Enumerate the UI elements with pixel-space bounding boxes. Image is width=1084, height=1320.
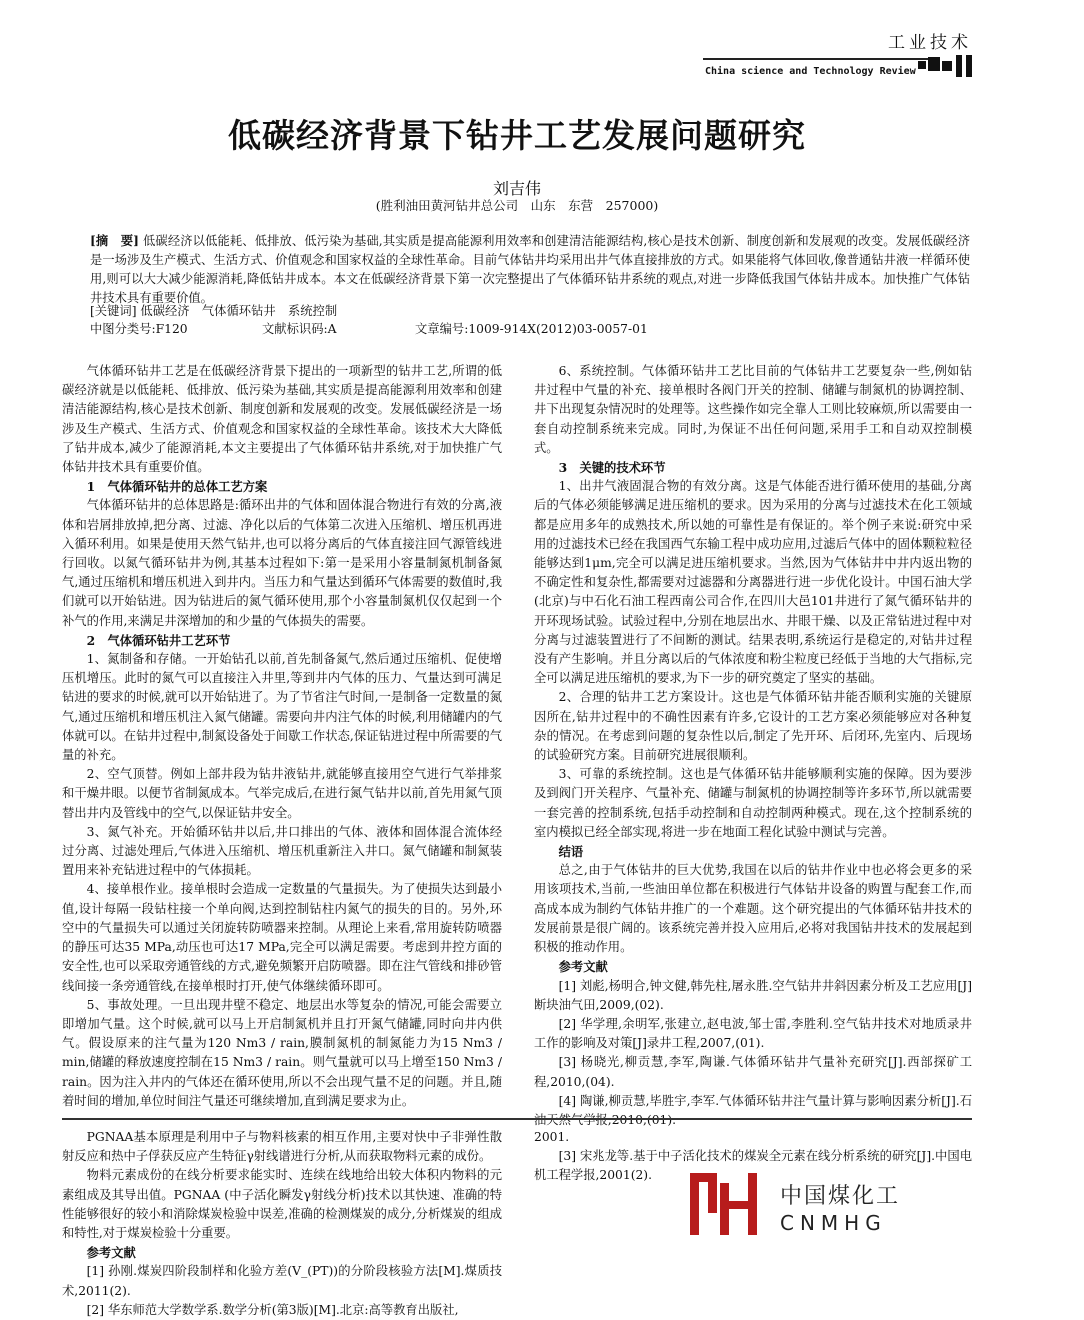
paragraph: 3、可靠的系统控制。这也是气体循环钻井能够顺利实施的保障。因为要涉及到阀门开关程序、气量补充、储罐与制氮机的协调控制等许多环节,所以就需要一套完善的控制系统,包括手动控制和自动控制两种模式。现在,这个控制系统的室内模拟已经全部实现,将进一步在地面工程化试验中测试与完善。 — [534, 767, 972, 839]
section-heading: 参考文献 — [558, 959, 608, 975]
left-column — [62, 362, 502, 1111]
logo-text-cn: 中国煤化工 — [780, 1184, 901, 1209]
paragraph: 5、事故处理。一旦出现井壁不稳定、地层出水等复杂的情况,可能会需要立即增加气量。这个时候,就可以马上开启制氮机并且打开氮气储罐,同时向井内供气。假设原来的注气量为120 Nm3 / rain,膜制氮机的制氮能力为15 Nm3 / min,储罐的释放速度控制在15 Nm3 / rain。则气量就可以马上增至150 Nm3 / rain。因为注入井内的气体还在循环使用,所以不会出现气量不足的问题。并且,随着时间的增加,单位时间注气量还可继续增加,直到满足要求为止。 — [62, 997, 502, 1108]
bottom-left-column — [62, 1128, 502, 1320]
cnmhg-logo-icon — [690, 1173, 762, 1235]
document-code: 文献标识码:A — [262, 322, 337, 336]
paper-title: 低碳经济背景下钻井工艺发展问题研究 — [228, 116, 806, 155]
reference-item: [3] 宋兆龙等.基于中子活化技术的煤炭全元素在线分析系统的研究[J].中国电机工程学报,2001(2). — [534, 1149, 972, 1183]
abstract — [90, 231, 970, 308]
section-heading: 2 气体循环钻井工艺环节 — [86, 632, 231, 648]
section-header: 工业技术 — [888, 33, 972, 53]
section-heading: 结语 — [558, 844, 584, 860]
section-heading: 参考文献 — [86, 1245, 136, 1261]
author-affiliation: (胜利油田黄河钻井总公司 山东 东营 257000) — [375, 198, 659, 213]
reference-item: [1] 刘彪,杨明合,钟文健,韩先柱,屠永胜.空气钻井井斜因素分析及工艺应用[J]断块油气田,2009,(02). — [534, 978, 972, 1012]
abstract-text: 低碳经济以低能耗、低排放、低污染为基础,其实质是提高能源利用效率和创建清洁能源结构,核心是技术创新、制度创新和发展观的改变。发展低碳经济是一场涉及生产模式、生活方式、价值观念和国家权益的全球性革命。目前气体钻井均采用出井气体直接排放的方式。如果能将气体回收,像普通钻井液一样循环使用,则可以大大减少能源消耗,降低钻井成本。本文在低碳经济背景下第一次完整提出了气体循环钻井系统的观点,对进一步降低我国气体钻井成本。加快推广气体钻井技术具有重要价值。 — [90, 234, 970, 305]
paragraph: PGNAA基本原理是利用中子与物料核素的相互作用,主要对快中子非弹性散射反应和热中子俘获反应产生特征γ射线谱进行分析,从而获取物料元素的成份。 — [62, 1130, 502, 1164]
section-heading: 1 气体循环钻井的总体工艺方案 — [86, 479, 268, 495]
reference-item: [4] 陶谦,柳贡慧,毕胜宇,李军.气体循环钻井注气量计算与影响因素分析[J].石油天然气学报,2010,(01). — [534, 1093, 972, 1127]
paragraph: 2、空气顶替。例如上部井段为钻井液钻井,就能够直接用空气进行气举排浆和干燥井眼。以便节省制氮成本。气举完成后,在进行氮气钻井以前,首先用氮气顶替出井内及管线中的空气,以保证钻井安全。 — [62, 767, 502, 820]
article-number: 文章编号:1009-914X(2012)03-0057-01 — [415, 322, 648, 336]
paragraph: 气体循环钻井工艺是在低碳经济背景下提出的一项新型的钻井工艺,所谓的低碳经济就是以低能耗、低排放、低污染为基础,其实质是提高能源利用效率和创建清洁能源结构,核心是技术创新、制度创新和发展观的改变。发展低碳经济是一场涉及生产模式、生活方式、价值观念和国家权益的全球性革命。该技术大大降低了钻井成本,减少了能源消耗,本文主要提出了气体循环钻井系统,对于加快推广气体钻井技术具有重要价值。 — [62, 364, 502, 475]
abstract-label: [摘 要] — [90, 233, 139, 248]
paragraph: 3、氮气补充。开始循环钻井以后,井口排出的气体、液体和固体混合流体经过分离、过滤处理后,气体进入压缩机、增压机重新注入井口。氮气储罐和制氮装置用来补充钻进过程中的气体损耗。 — [62, 824, 502, 878]
reference-item: [2] 华东师范大学数学系.数学分析(第3版)[M].北京:高等教育出版社, — [86, 1302, 459, 1317]
paragraph: 6、系统控制。气体循环钻井工艺比目前的气体钻井工艺要复杂一些,例如钻井过程中气量的补充、接单根时各阀门开关的控制、储罐与制氮机的协调控制、井下出现复杂情况时的处理等。这些操作如完全靠人工则比较麻烦,所以需要由一套自动控制系统来完成。同时,为保证不出任何问题,采用手工和自动双控制模式。 — [534, 364, 972, 455]
section-divider — [62, 1118, 972, 1120]
paragraph: 气体循环钻井的总体思路是:循环出井的气体和固体混合物进行有效的分离,液体和岩屑排放掉,把分离、过滤、净化以后的气体第二次进入压缩机、增压机再进入循环利用。如果是使用天然气钻井,也可以将分离后的气体直接注回气源管线进行回收。以氮气循环钻井为例,其基本过程如下:第一是采用小容量制氮机制备氮气,通过压缩机和增压机进入到井内。当压力和气量达到循环气体需要的数值时,我们就可以开始钻进。因为钻进后的氮气循环使用,那个小容量制氮机仅仅起到一个补气的作用,来满足井深增加的和少量的气体损失的需要。 — [62, 498, 502, 628]
logo-text-en: CNMHG — [780, 1211, 887, 1235]
reference-item: [2] 华学理,余明军,张建立,赵电波,邹士雷,李胜利.空气钻井技术对地质录井工作的影响及对策[J]录井工程,2007,(01). — [534, 1016, 972, 1051]
paragraph: 1、出井气液固混合物的有效分离。这是气体能否进行循环使用的基础,分离后的气体必须能够满足进压缩机的要求。因为采用的分离与过滤技术在化工领域都是应用多年的成熟技术,所以她的可靠性是有保证的。举个例子来说:研究中采用的过滤技术已经在我国西气东输工程中成功应用,过滤后气体中的固体颗粒粒径能够达到1μm,完全可以满足进压缩机要求。当然,因为气体钻井中井内返出物的不确定性和复杂性,都需要对过滤器和分离器进行进一步优化设计。中国石油大学(北京)与中石化石油工程西南公司合作,在四川大邑101井进行了氮气循环钻井的开环现场试验。试验过程中,分别在地层出水、井眼干燥、以及正常钻进过程中对分离与过滤装置进行了不间断的测试。结果表明,系统运行是稳定的,对钻井过程没有产生影响。并且分离以后的气体浓度和粉尘粒度已经低于当地的大气指标,完全可以满足进压缩机的要求,为下一步的研究奠定了坚实的基础。 — [534, 479, 972, 686]
paragraph: 物料元素成份的在线分析要求能实时、连续在线地给出较大体积内物料的元素组成及其导出值。PGNAA (中子活化瞬发γ射线分析)技术以其快速、准确的特性能够很好的较小和消除煤炭检验中误差,准确的检测煤炭的成分,分析煤炭的组成和特性,对于煤炭检验十分重要。 — [62, 1168, 502, 1241]
paragraph: 4、接单根作业。接单根时会造成一定数量的气量损失。为了使损失达到最小值,设计每隔一段钻柱接一个单向阀,达到控制钻柱内氮气的损失的目的。另外,环空中的气量损失可以通过关闭旋转防喷器来控制。从理论上来看,常用旋转防喷器的静压可达35 MPa,动压也可达17 MPa,完全可以满足需要。考虑到井控方面的安全性,也可以采取旁通管线的方式,避免频繁开启防喷器。即在注气管线和排砂管线间接一条旁通管线,在接单根时打开,使气体继续循环即可。 — [62, 882, 502, 993]
journal-name: China science and Technology Review — [705, 66, 916, 77]
right-column — [534, 362, 972, 1130]
cnmhg-logo — [690, 1165, 940, 1250]
section-heading: 3 关键的技术环节 — [558, 460, 666, 476]
journal-logo-icon — [918, 55, 974, 79]
class-number: 中图分类号:F120 — [90, 322, 188, 336]
paragraph: 总之,由于气体钻井的巨大优势,我国在以后的钻井作业中也必将会更多的采用该项技术,当前,一些油田单位都在积极进行气体钻井设备的购置与配套工作,而高成本成为制约气体钻井推广的一个难题。这个研究提出的气体循环钻井技术的发展前景是很广阔的。该系统完善并投入应用后,必将对我国钻井技术的发展起到积极的推动作用。 — [534, 863, 972, 955]
reference-item: [3] 杨晓光,柳贡慧,李军,陶谦.气体循环钻井气量补充研究[J].西部探矿工程,2010,(04). — [534, 1055, 972, 1089]
paragraph: 2、合理的钻井工艺方案设计。这也是气体循环钻井能否顺利实施的关键原因所在,钻井过程中的不确性因素有许多,它设计的工艺方案必须能够应对各种复杂的情况。在考虑到问题的复杂性以后,制定了先开环、后闭环,先室内、后现场的试验研究方案。目前研究进展很顺利。 — [534, 690, 972, 763]
author-name: 刘吉伟 — [492, 179, 541, 198]
header-rule — [703, 58, 934, 60]
paragraph: 1、氮制备和存储。一开始钻孔以前,首先制备氮气,然后通过压缩机、促使增压机增压。此时的氮气可以直接注入井里,等到井内气体的压力、气量达到可满足钻进的要求的时候,就可以开始钻进了。为了节省注气时间,一是制备一定数量的氮气,通过压缩机和增压机注入氮气储罐。需要向井内注气体的时候,利用储罐内的气体就可以。在钻井过程中,制氮设备处于间歇工作状态,保证钻进过程中所需要的气量的补充。 — [62, 652, 502, 763]
paragraph: 2001. — [534, 1130, 570, 1144]
keywords: [关键词] 低碳经济 气体循环钻井 系统控制 — [90, 304, 338, 318]
reference-item: [1] 孙刚.煤炭四阶段制样和化验方差(V_(PT))的分阶段核验方法[M].煤质技术,2011(2). — [62, 1264, 502, 1298]
